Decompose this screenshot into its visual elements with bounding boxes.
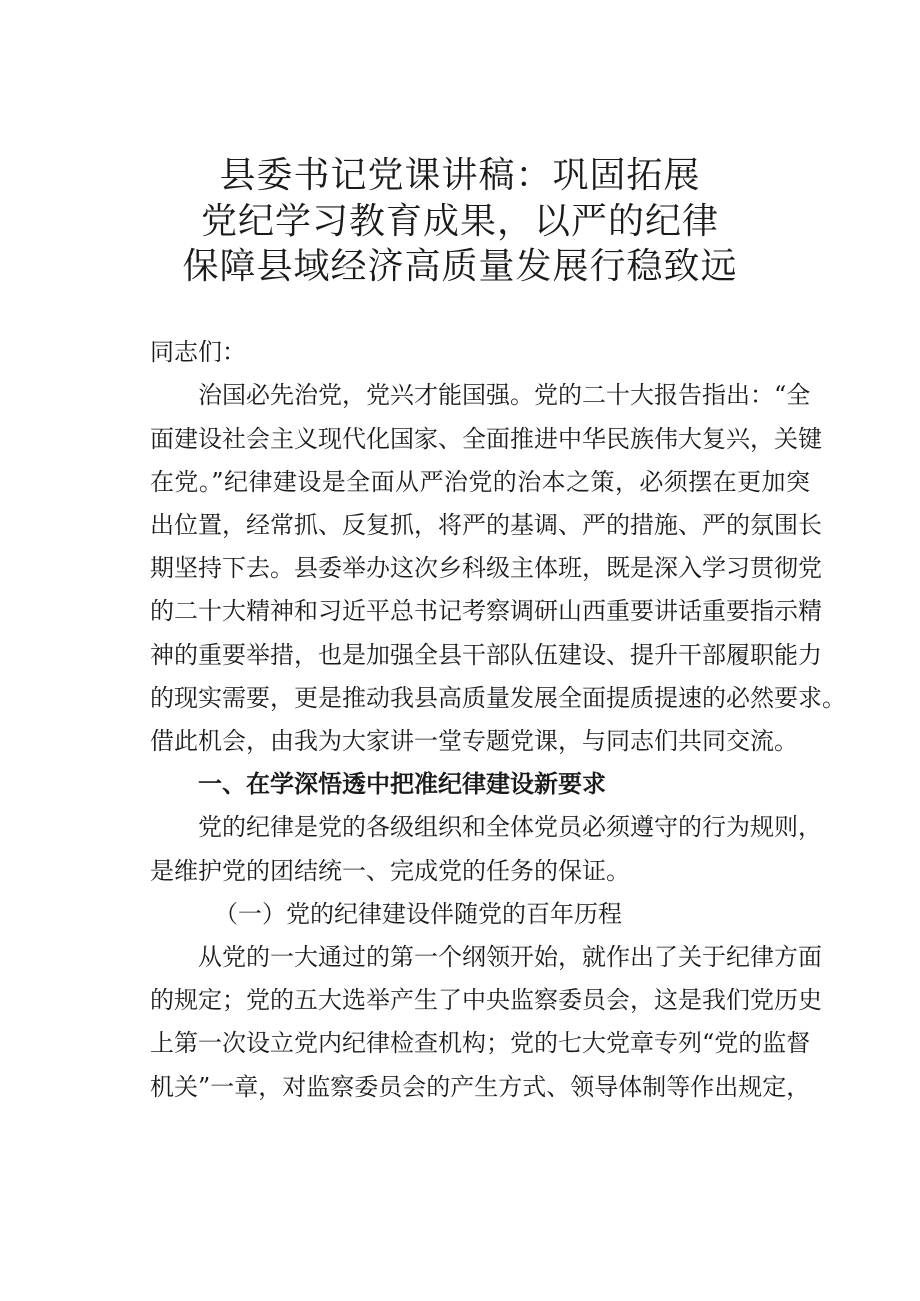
paragraph-2-line-1: 党的纪律是党的各级组织和全体党员必须遵守的行为规则， [198, 813, 822, 841]
paragraph-1-line-1: 治国必先治党，党兴才能国强。党的二十大报告指出：“全 [198, 381, 811, 409]
paragraph-1-line-8: 的现实需要，更是推动我县高质量发展全面提质提速的必然要求。 [150, 684, 846, 712]
paragraph-3-line-2: 的规定；党的五大选举产生了中央监察委员会，这是我们党历史 [150, 986, 822, 1014]
paragraph-3-line-4: 机关”一章，对监察委员会的产生方式、领导体制等作出规定， [150, 1073, 811, 1101]
subsection-heading-1: （一）党的纪律建设伴随党的百年历程 [214, 900, 622, 928]
paragraph-1-line-5: 期坚持下去。县委举办这次乡科级主体班，既是深入学习贯彻党 [150, 554, 822, 582]
document-title-line-2: 党纪学习教育成果，以严的纪律 [200, 201, 719, 242]
paragraph-1-line-9: 借此机会，由我为大家讲一堂专题党课，与同志们共同交流。 [150, 727, 798, 755]
paragraph-1-line-3: 在党。”纪律建设是全面从严治党的治本之策，必须摆在更加突 [150, 468, 810, 496]
paragraph-3-line-3: 上第一次设立党内纪律检查机构；党的七大党章专列“党的监督 [150, 1029, 811, 1057]
section-heading-1: 一、在学深悟透中把准纪律建设新要求 [198, 770, 606, 798]
document-title-line-3: 保障县域经济高质量发展行稳致远 [182, 246, 738, 287]
paragraph-1-line-4: 出位置，经常抓、反复抓，将严的基调、严的措施、严的氛围长 [150, 511, 822, 539]
paragraph-3-line-1: 从党的一大通过的第一个纲领开始，就作出了关于纪律方面 [198, 943, 822, 971]
paragraph-1-line-2: 面建设社会主义现代化国家、全面推进中华民族伟大复兴，关键 [150, 425, 822, 453]
paragraph-1-line-7: 神的重要举措，也是加强全县干部队伍建设、提升干部履职能力 [150, 641, 822, 669]
paragraph-1-line-6: 的二十大精神和习近平总书记考察调研山西重要讲话重要指示精 [150, 597, 822, 625]
paragraph-2-line-2: 是维护党的团结统一、完成党的任务的保证。 [150, 857, 630, 885]
salutation: 同志们： [150, 338, 246, 366]
document-title-line-1: 县委书记党课讲稿：巩固拓展 [219, 155, 701, 196]
